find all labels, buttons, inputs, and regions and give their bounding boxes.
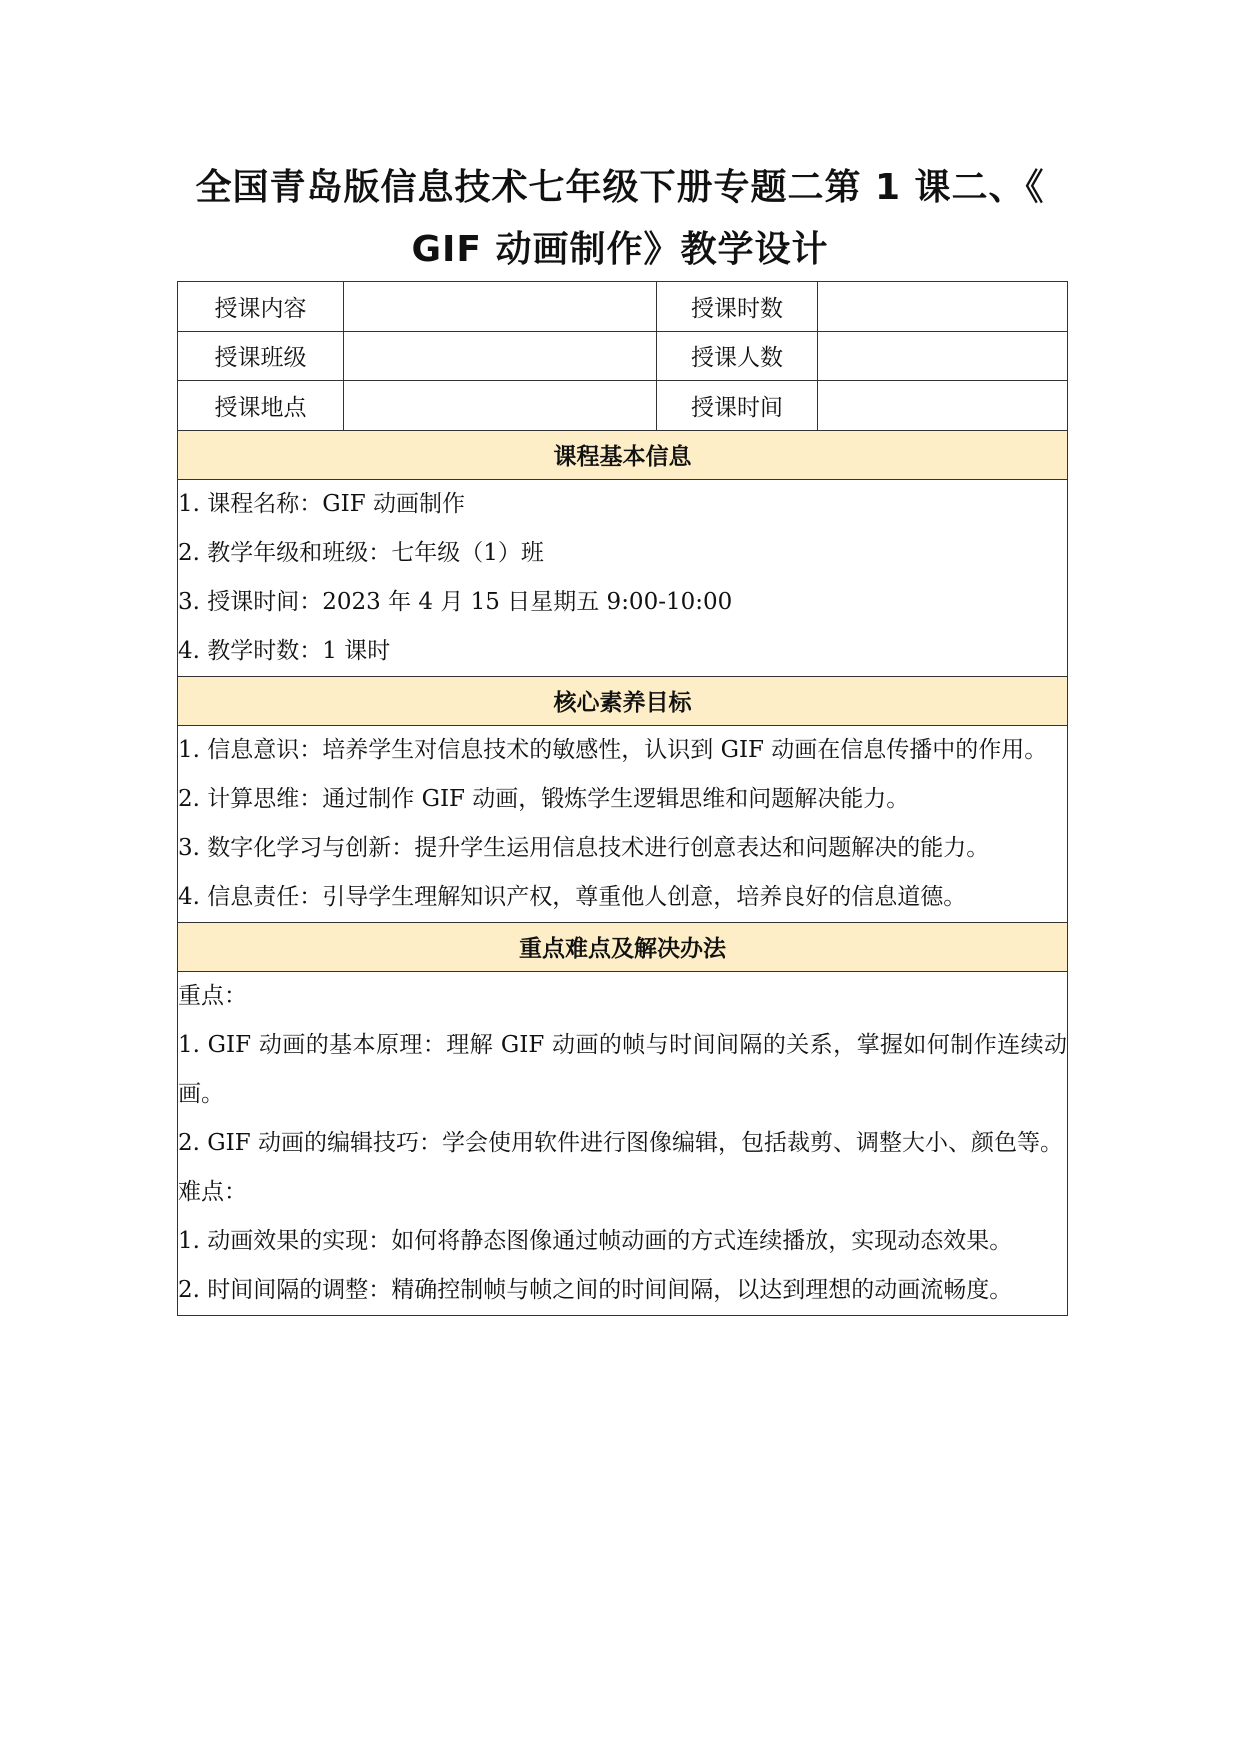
difficulty-label: 难点：: [178, 1178, 247, 1205]
hours-label: 授课时数: [657, 282, 818, 332]
section-body-core-goals: [178, 725, 1068, 922]
focus-item: 1. GIF 动画的基本原理：理解 GIF 动画的帧与时间间隔的关系，掌握如何制作连续动画。: [178, 1031, 1067, 1107]
section-header-key-points: [178, 922, 1068, 971]
location-label: 授课地点: [178, 381, 344, 431]
key-points-heading: 重点难点及解决办法: [178, 922, 1068, 971]
core-goal-item: 3. 数字化学习与创新：提升学生运用信息技术进行创意表达和问题解决的能力。: [178, 834, 990, 861]
location-value: [344, 381, 657, 431]
difficulty-item: 2. 时间间隔的调整：精确控制帧与帧之间的时间间隔，以达到理想的动画流畅度。: [178, 1276, 1013, 1303]
basic-info-item: 2. 教学年级和班级：七年级（1）班: [178, 539, 544, 566]
document-title-line-1: 全国青岛版信息技术七年级下册专题二第 1 课二、《: [195, 167, 1045, 208]
class-value: [344, 331, 657, 381]
section-header-core-goals: [178, 676, 1068, 725]
students-label: 授课人数: [657, 331, 818, 381]
focus-item: 2. GIF 动画的编辑技巧：学会使用软件进行图像编辑，包括裁剪、调整大小、颜色等。: [178, 1129, 1063, 1156]
meta-row-class: [178, 331, 1068, 381]
section-body-basic-info: [178, 479, 1068, 676]
time-label: 授课时间: [657, 381, 818, 431]
difficulty-item: 1. 动画效果的实现：如何将静态图像通过帧动画的方式连续播放，实现动态效果。: [178, 1227, 1013, 1254]
focus-label: 重点：: [178, 982, 247, 1009]
class-label: 授课班级: [178, 331, 344, 381]
document-title-line-2: GIF 动画制作》教学设计: [411, 229, 829, 270]
time-value: [818, 381, 1068, 431]
basic-info-item: 1. 课程名称：GIF 动画制作: [178, 490, 465, 517]
lesson-plan-table: [177, 281, 1068, 1316]
section-body-key-points: [178, 971, 1068, 1315]
core-goal-item: 4. 信息责任：引导学生理解知识产权，尊重他人创意，培养良好的信息道德。: [178, 883, 967, 910]
core-goal-item: 1. 信息意识：培养学生对信息技术的敏感性，认识到 GIF 动画在信息传播中的作用。: [178, 736, 1048, 763]
content-label: 授课内容: [178, 282, 344, 332]
students-value: [818, 331, 1068, 381]
basic-info-item: 4. 教学时数：1 课时: [178, 637, 391, 664]
section-header-basic-info: [178, 430, 1068, 479]
core-goals-heading: 核心素养目标: [178, 676, 1068, 725]
hours-value: [818, 282, 1068, 332]
meta-row-content: [178, 282, 1068, 332]
core-goal-item: 2. 计算思维：通过制作 GIF 动画，锻炼学生逻辑思维和问题解决能力。: [178, 785, 910, 812]
basic-info-heading: 课程基本信息: [178, 430, 1068, 479]
basic-info-item: 3. 授课时间：2023 年 4 月 15 日星期五 9:00-10:00: [178, 588, 733, 615]
content-value: [344, 282, 657, 332]
meta-row-location: [178, 381, 1068, 431]
